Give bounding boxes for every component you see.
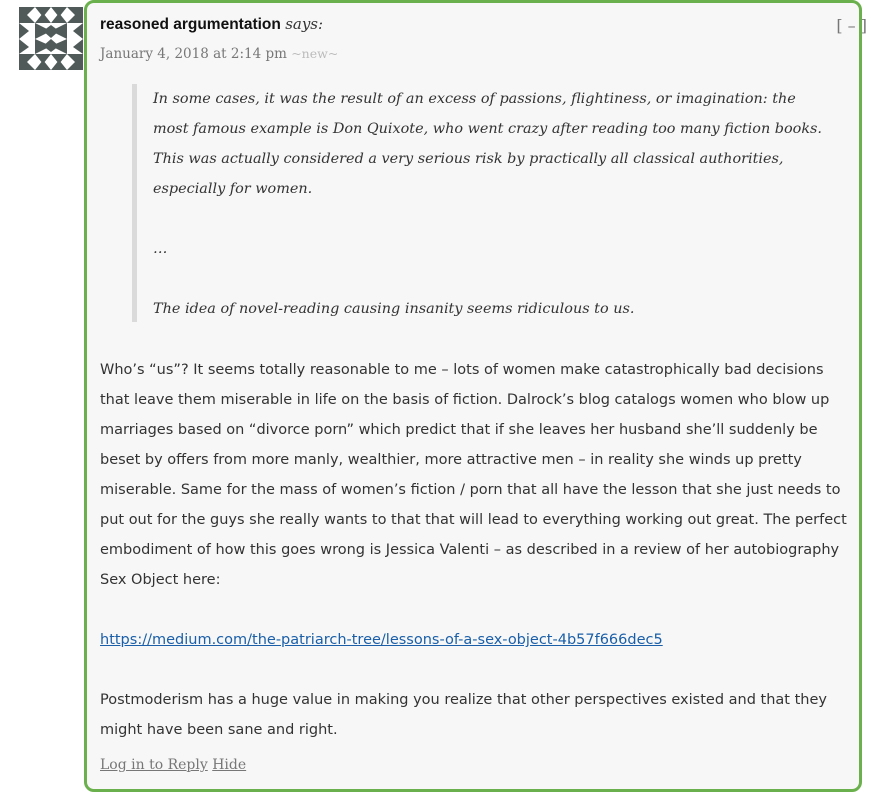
hide-link[interactable]: Hide xyxy=(212,757,247,773)
avatar xyxy=(19,7,83,70)
body-paragraph: Postmoderism has a huge value in making you realize that other perspectives existed and that they might have been sane and right. xyxy=(100,692,827,738)
reply-link[interactable]: Log in to Reply xyxy=(100,757,208,773)
quote-ellipsis: … xyxy=(153,241,168,257)
article-link[interactable]: https://medium.com/the-patriarch-tree/lessons-of-a-sex-object-4b57f666dec5 xyxy=(100,632,663,648)
blockquote xyxy=(132,84,822,322)
says-label: says: xyxy=(285,15,324,33)
identicon-avatar-icon xyxy=(19,7,83,70)
author-name: reasoned argumentation xyxy=(100,16,281,33)
comment-header xyxy=(100,15,323,34)
comment-meta xyxy=(100,46,338,62)
comment-actions xyxy=(100,757,246,773)
quote-paragraph: The idea of novel-reading causing insanity seems ridiculous to us. xyxy=(153,301,635,317)
body-paragraph: Who’s “us”? It seems totally reasonable to me – lots of women make catastrophically bad decisions that leave them miserable in life on the basis of fiction. Dalrock’s blog catalogs women who blow up marriages based on “divorce porn” which predict that if she leaves her husband she’ll suddenly be beset by offers from more manly, wealthier, more attractive men – in reality she winds up pretty miserable. Same for the mass of women’s fiction / porn that all have the lesson that she just needs to put out for the guys she really wants to that that will lead to everything working out great. The perfect embodiment of how this goes wrong is Jessica Valenti – as described in a review of her autobiography Sex Object here: xyxy=(100,362,847,588)
comment-body xyxy=(100,355,850,745)
comment-date[interactable]: January 4, 2018 at 2:14 pm xyxy=(100,46,287,62)
body-link-paragraph xyxy=(100,625,850,655)
quote-paragraph: In some cases, it was the result of an excess of passions, flightiness, or imagination: the most famous example is Don Quixote, who went crazy after reading too many fiction books. This was actually considered a very serious risk by practically all classical authorities, especially for women. xyxy=(153,91,823,197)
new-tag: ~new~ xyxy=(291,46,339,61)
collapse-toggle[interactable]: [ – ] xyxy=(836,16,867,35)
comment-card xyxy=(84,0,867,792)
